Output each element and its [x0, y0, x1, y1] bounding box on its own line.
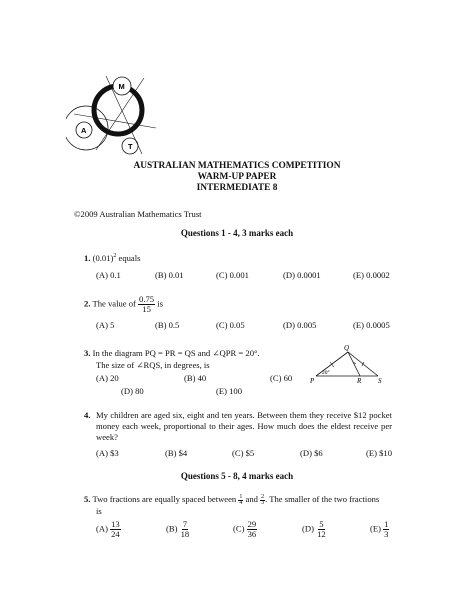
q5-fraction-2-den: 3: [261, 499, 265, 506]
option-numerator: 13: [111, 519, 120, 529]
q1-option-a[interactable]: (A) 0.1: [96, 270, 121, 280]
q4-option-a[interactable]: (A) $3: [96, 448, 119, 458]
option-label: (E): [370, 523, 381, 534]
logo-letter-m: M: [118, 82, 125, 91]
diagram-label-r: R: [357, 377, 362, 384]
option-denominator: 12: [317, 529, 326, 539]
diagram-label-q: Q: [344, 344, 350, 352]
competition-title: AUSTRALIAN MATHEMATICS COMPETITION: [133, 161, 341, 171]
q5-fraction-1: [238, 495, 243, 506]
option-fraction: [110, 520, 121, 539]
option-label: (C): [233, 523, 245, 534]
logo-letter-t: T: [128, 142, 133, 151]
q2-option-c[interactable]: (C) 0.05: [216, 320, 245, 330]
q2-option-e[interactable]: (E) 0.0005: [353, 320, 390, 330]
option-fraction: [247, 520, 258, 539]
q3-option-a[interactable]: (A) 20: [96, 373, 119, 383]
q1-tail: equals: [116, 253, 141, 263]
q5-suffix: . The smaller of the two fractions: [265, 494, 380, 504]
q5-option-e[interactable]: [370, 520, 389, 539]
q1-exponent: 2: [113, 253, 117, 260]
triangle-diagram: [306, 344, 386, 384]
question-3: [84, 348, 260, 359]
question-number: 1.: [84, 253, 91, 263]
section-title-2: Questions 5 - 8, 4 marks each: [180, 471, 294, 481]
question-number: 5.: [84, 494, 91, 504]
diagram-label-s: S: [378, 377, 382, 384]
q2-fraction: [138, 295, 155, 314]
option-label: (A): [96, 523, 108, 534]
option-label: (D): [302, 523, 314, 534]
q5-option-b[interactable]: [166, 520, 190, 539]
q2-option-d[interactable]: (D) 0.005: [283, 320, 317, 330]
q5-fraction-1-num: 1: [239, 493, 243, 500]
q2-option-a[interactable]: (A) 5: [96, 320, 115, 330]
option-denominator: 18: [180, 529, 190, 539]
option-denominator: 36: [247, 529, 257, 539]
q3-option-c[interactable]: (C) 60: [270, 373, 293, 383]
q4-option-d[interactable]: (D) $6: [300, 448, 323, 458]
q1-option-e[interactable]: (E) 0.0002: [353, 270, 390, 280]
q3-option-d[interactable]: (D) 80: [121, 386, 144, 396]
q4-option-b[interactable]: (B) $4: [165, 448, 188, 458]
question-1: [84, 253, 140, 263]
option-fraction: [316, 520, 327, 539]
option-numerator: 5: [319, 519, 324, 529]
q5-option-d[interactable]: [302, 520, 327, 539]
q1-option-b[interactable]: (B) 0.01: [155, 270, 184, 280]
level-title: INTERMEDIATE 8: [196, 183, 278, 193]
question-number: 3.: [84, 348, 91, 358]
option-fraction: [383, 520, 389, 539]
amt-logo: [66, 70, 162, 166]
option-denominator: 3: [384, 529, 389, 539]
q5-option-c[interactable]: [233, 520, 257, 539]
option-label: (B): [166, 523, 178, 534]
question-4-text: My children are aged six, eight and ten years. Between them they receive $12 pocket money each week, proportional to their ages. How much does the eldest receive per week?: [96, 410, 392, 442]
option-numerator: 29: [247, 519, 257, 529]
question-number: 2.: [84, 298, 91, 309]
section-title-1: Questions 1 - 4, 3 marks each: [180, 228, 294, 238]
q2-option-b[interactable]: (B) 0.5: [155, 320, 180, 330]
q4-option-c[interactable]: (C) $5: [232, 448, 255, 458]
q5-option-a[interactable]: [96, 520, 121, 539]
q3-line-2: The size of ∠RQS, in degrees, is: [96, 360, 210, 370]
q4-option-e[interactable]: (E) $10: [366, 448, 393, 458]
diagram-label-p: P: [310, 377, 315, 384]
q2-numerator: 0.75: [139, 294, 155, 304]
diagram-angle-label: 20°: [322, 370, 330, 376]
q2-denominator: 15: [142, 304, 151, 314]
option-denominator: 24: [111, 529, 120, 539]
question-4-number: 4.: [84, 410, 91, 420]
option-fraction: [180, 520, 191, 539]
paper-title: WARM-UP PAPER: [197, 172, 277, 182]
q1-option-d[interactable]: (D) 0.0001: [283, 270, 321, 280]
q5-fraction-1-den: 4: [239, 499, 243, 506]
q3-line-1: In the diagram PQ = PR = QS and ∠QPR = 20°.: [92, 348, 260, 358]
copyright-line: ©2009 Australian Mathematics Trust: [74, 209, 202, 219]
q3-option-b[interactable]: (B) 40: [184, 373, 207, 383]
q1-base: (0.01): [92, 253, 114, 263]
q2-suffix: is: [157, 298, 163, 309]
q5-and: and: [245, 494, 258, 504]
question-2: [84, 295, 163, 314]
q5-prefix: Two fractions are equally spaced between: [92, 494, 237, 504]
q1-option-c[interactable]: (C) 0.001: [216, 270, 249, 280]
q3-option-e[interactable]: (E) 100: [216, 386, 243, 396]
option-numerator: 1: [384, 519, 389, 529]
q5-line-2: is: [96, 506, 102, 516]
q2-prefix: The value of: [92, 298, 136, 309]
q5-fraction-2-num: 2: [261, 493, 265, 500]
question-5: [84, 494, 379, 506]
logo-letter-a: A: [81, 126, 87, 135]
option-numerator: 7: [182, 519, 188, 529]
